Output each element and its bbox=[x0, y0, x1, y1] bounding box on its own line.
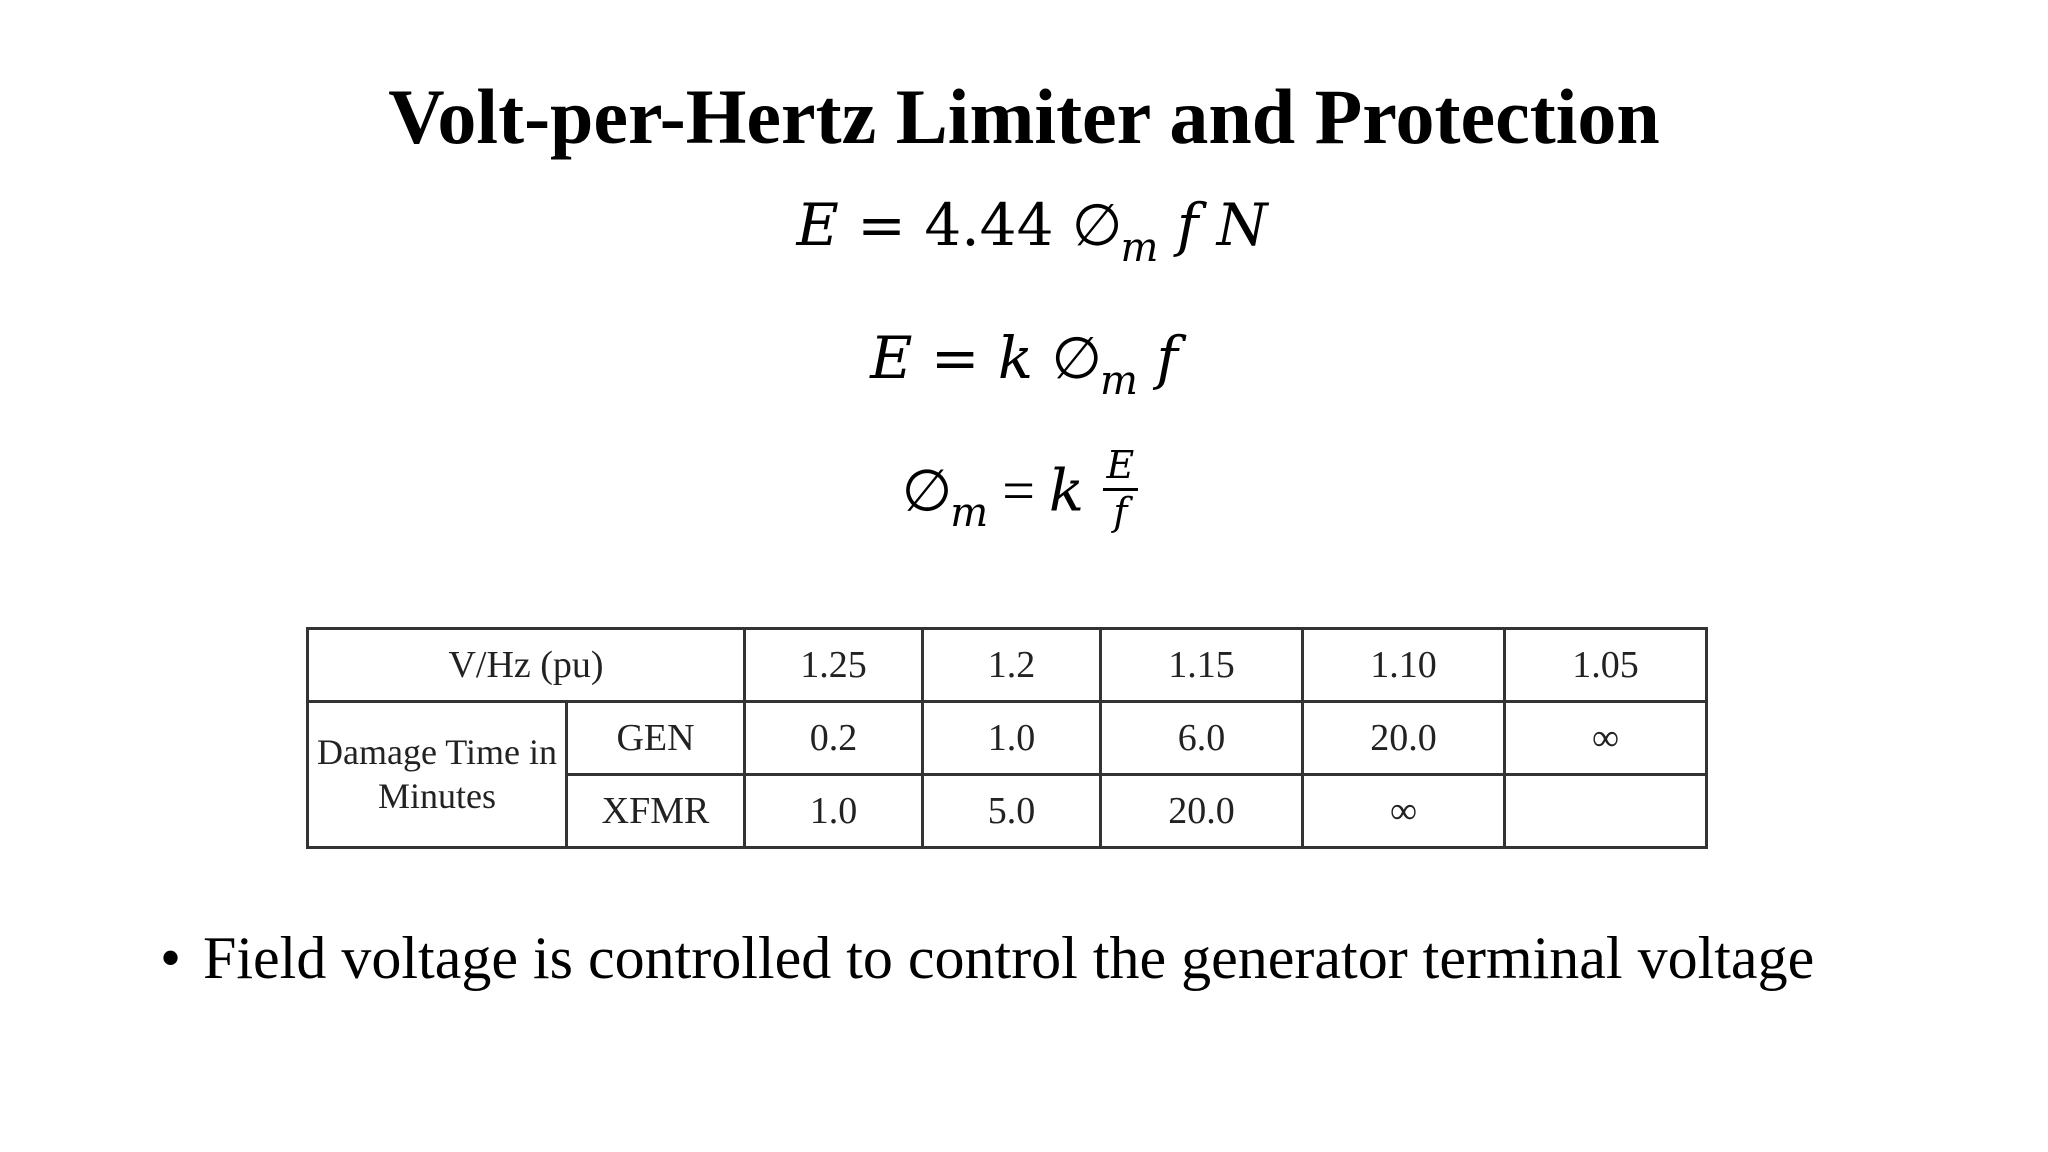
gen-cell-4: ∞ bbox=[1505, 702, 1707, 775]
eq2-sub: m bbox=[1100, 358, 1138, 404]
eq2-rest: f bbox=[1137, 324, 1178, 392]
eq3-phi: ∅ bbox=[901, 456, 953, 525]
vhz-damage-table bbox=[306, 627, 1708, 849]
damage-time-label: Damage Time in Minutes bbox=[308, 702, 567, 848]
eq2-equals: = bbox=[912, 324, 998, 392]
eq3-numerator: E bbox=[1103, 446, 1139, 491]
bullet-item bbox=[160, 925, 1815, 991]
eq3-k: k bbox=[1048, 456, 1085, 525]
row-label-gen: GEN bbox=[567, 702, 745, 775]
eq1-lhs: E bbox=[796, 191, 839, 259]
table-header-row bbox=[308, 629, 1707, 702]
eq2-k: k bbox=[997, 324, 1052, 392]
vhz-col-4: 1.05 bbox=[1505, 629, 1707, 702]
xfmr-cell-3: ∞ bbox=[1303, 775, 1505, 848]
table-row-gen bbox=[308, 702, 1707, 775]
vhz-col-2: 1.15 bbox=[1101, 629, 1303, 702]
gen-cell-0: 0.2 bbox=[745, 702, 923, 775]
equation-emf-full bbox=[8, 191, 2048, 271]
bullet-marker: • bbox=[160, 925, 182, 991]
vhz-col-0: 1.25 bbox=[745, 629, 923, 702]
slide-title: Volt-per-Hertz Limiter and Protection bbox=[388, 73, 1660, 160]
gen-cell-1: 1.0 bbox=[923, 702, 1101, 775]
eq1-equals: = bbox=[838, 191, 925, 259]
vhz-col-3: 1.10 bbox=[1303, 629, 1505, 702]
xfmr-cell-1: 5.0 bbox=[923, 775, 1101, 848]
vhz-col-1: 1.2 bbox=[923, 629, 1101, 702]
equation-emf-k bbox=[0, 324, 2048, 404]
equation-flux bbox=[0, 443, 2044, 539]
vhz-header-cell: V/Hz (pu) bbox=[308, 629, 745, 702]
eq3-denominator: f bbox=[1113, 489, 1128, 534]
row-label-xfmr: XFMR bbox=[567, 775, 745, 848]
xfmr-cell-4 bbox=[1505, 775, 1707, 848]
gen-cell-2: 6.0 bbox=[1101, 702, 1303, 775]
eq1-phi: ∅ bbox=[1071, 191, 1123, 259]
gen-cell-3: 20.0 bbox=[1303, 702, 1505, 775]
eq1-rest: f N bbox=[1158, 191, 1268, 259]
eq1-coef: 4.44 bbox=[924, 191, 1072, 259]
eq3-sub: m bbox=[950, 490, 989, 537]
xfmr-cell-2: 20.0 bbox=[1101, 775, 1303, 848]
eq3-equals: = bbox=[1002, 458, 1035, 524]
eq3-fraction bbox=[1103, 443, 1139, 534]
bullet-text: Field voltage is controlled to control the generator terminal voltage bbox=[203, 925, 1815, 991]
xfmr-cell-0: 1.0 bbox=[745, 775, 923, 848]
eq1-sub: m bbox=[1120, 225, 1159, 271]
eq2-lhs: E bbox=[870, 324, 913, 392]
eq2-phi: ∅ bbox=[1051, 324, 1103, 392]
